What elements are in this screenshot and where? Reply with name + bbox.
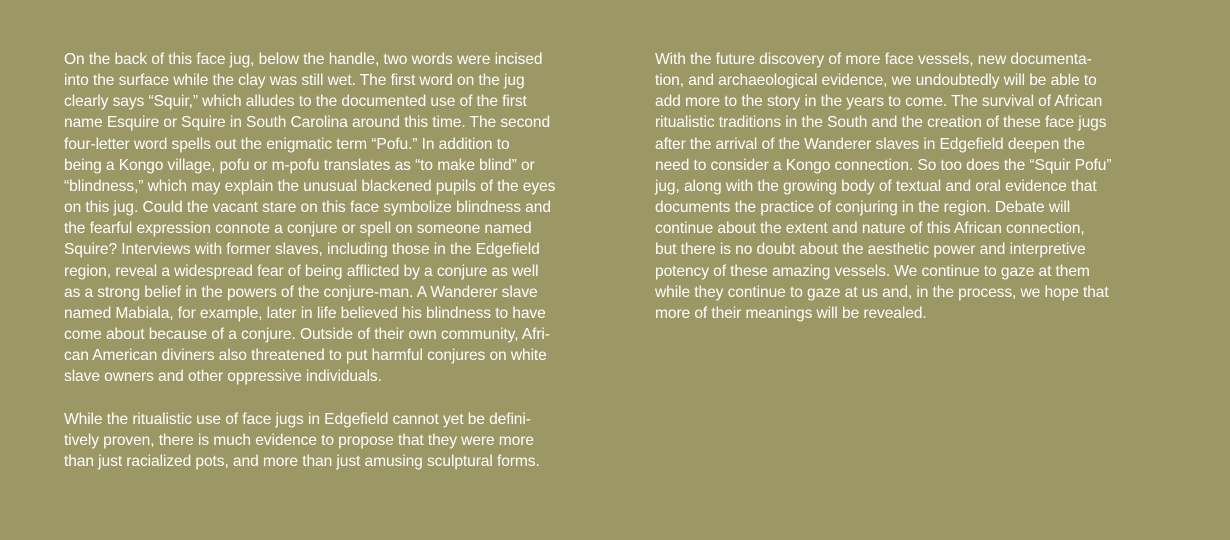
text-line: need to consider a Kongo connection. So too does the “Squir Pofu”	[655, 156, 1112, 174]
text-line: on this jug. Could the vacant stare on this face symbolize blindness and	[64, 199, 551, 217]
text-line: into the surface while the clay was still wet. The first word on the jug	[64, 72, 525, 90]
text-line: tively proven, there is much evidence to propose that they were more	[64, 431, 534, 449]
text-line: potency of these amazing vessels. We continue to gaze at them	[655, 262, 1090, 280]
text-line: come about because of a conjure. Outside of their own community, Afri-	[64, 326, 550, 344]
text-line: after the arrival of the Wanderer slaves in Edgefield deepen the	[655, 135, 1085, 153]
text-line: ritualistic traditions in the South and the creation of these face jugs	[655, 114, 1107, 132]
left-paragraph-1	[64, 49, 609, 388]
text-line: the fearful expression connote a conjure or spell on someone named	[64, 220, 532, 238]
text-line: add more to the story in the years to come. The survival of African	[655, 93, 1103, 111]
text-line: tion, and archaeological evidence, we undoubtedly will be able to	[655, 72, 1097, 90]
text-line: With the future discovery of more face vessels, new documenta-	[655, 51, 1092, 68]
text-line: but there is no doubt about the aesthetic power and interpretive	[655, 241, 1086, 259]
text-line: slave owners and other oppressive individuals.	[64, 368, 382, 386]
left-text-column	[64, 49, 609, 472]
text-line: more of their meanings will be revealed.	[655, 304, 927, 322]
paragraph-spacer	[64, 388, 609, 409]
text-line: name Esquire or Squire in South Carolina around this time. The second	[64, 114, 551, 132]
text-line: clearly says “Squir,” which alludes to the documented use of the first	[64, 93, 527, 111]
text-line: Squire? Interviews with former slaves, including those in the Edgefield	[64, 241, 540, 259]
text-line: continue about the extent and nature of this African connection,	[655, 220, 1085, 238]
text-line: On the back of this face jug, below the handle, two words were incised	[64, 51, 543, 68]
text-line: as a strong belief in the powers of the conjure-man. A Wanderer slave	[64, 283, 538, 301]
text-line: can American diviners also threatened to put harmful conjures on white	[64, 347, 547, 365]
left-paragraph-2	[64, 409, 609, 472]
text-line: four-letter word spells out the enigmatic term “Pofu.” In addition to	[64, 135, 510, 153]
text-line: jug, along with the growing body of textual and oral evidence that	[655, 177, 1097, 195]
text-line: documents the practice of conjuring in the region. Debate will	[655, 199, 1071, 217]
text-line: than just racialized pots, and more than just amusing sculptural forms.	[64, 452, 540, 470]
text-line: named Mabiala, for example, later in life believed his blindness to have	[64, 304, 546, 322]
right-paragraph-1	[655, 49, 1170, 324]
text-line: While the ritualistic use of face jugs in Edgefield cannot yet be defini-	[64, 410, 531, 428]
text-line: being a Kongo village, pofu or m-pofu translates as “to make blind” or	[64, 156, 535, 174]
text-line: “blindness,” which may explain the unusual blackened pupils of the eyes	[64, 177, 556, 195]
text-line: region, reveal a widespread fear of being afflicted by a conjure as well	[64, 262, 539, 280]
right-text-column	[655, 49, 1170, 324]
text-line: while they continue to gaze at us and, in the process, we hope that	[655, 283, 1109, 301]
